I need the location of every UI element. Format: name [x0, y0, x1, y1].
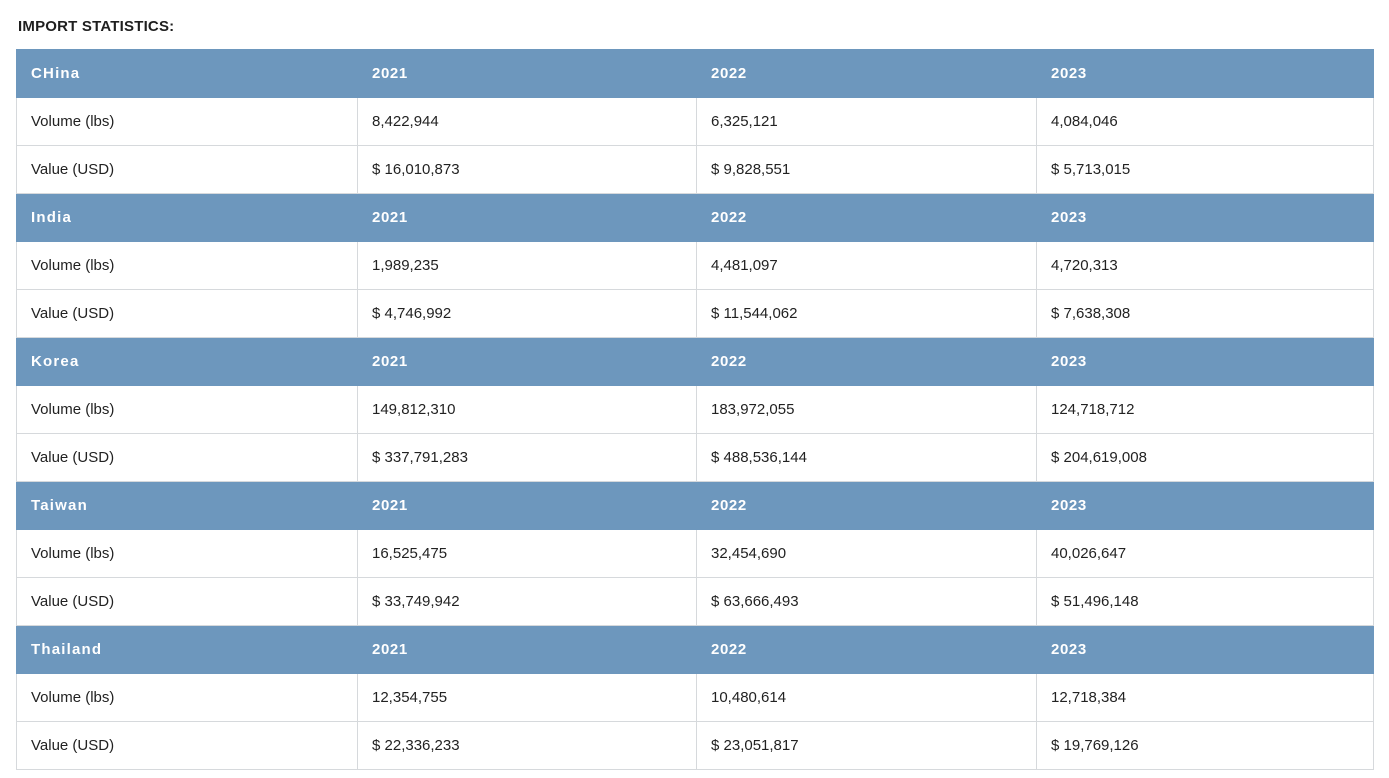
- cell-value: $ 63,666,493: [697, 578, 1037, 626]
- table-row: [17, 578, 1374, 626]
- cell-value: $ 488,536,144: [697, 434, 1037, 482]
- cell-value: $ 19,769,126: [1037, 722, 1374, 770]
- cell-volume: 124,718,712: [1037, 386, 1374, 434]
- table-row: [17, 434, 1374, 482]
- row-label-volume: Volume (lbs): [17, 674, 358, 722]
- table-group-header-row: [17, 482, 1374, 530]
- cell-volume: 12,354,755: [358, 674, 697, 722]
- cell-value: $ 337,791,283: [358, 434, 697, 482]
- table-group-header-row: [17, 194, 1374, 242]
- table-row: [17, 290, 1374, 338]
- table-row: [17, 242, 1374, 290]
- cell-value: $ 5,713,015: [1037, 146, 1374, 194]
- cell-value: $ 23,051,817: [697, 722, 1037, 770]
- group-year-label: 2022: [697, 338, 1037, 386]
- group-year-label: 2021: [358, 338, 697, 386]
- row-label-volume: Volume (lbs): [17, 242, 358, 290]
- group-year-label: 2023: [1037, 194, 1374, 242]
- row-label-value: Value (USD): [17, 434, 358, 482]
- group-year-label: 2021: [358, 482, 697, 530]
- page-title: IMPORT STATISTICS:: [18, 18, 175, 35]
- group-year-label: 2022: [697, 626, 1037, 674]
- cell-volume: 1,989,235: [358, 242, 697, 290]
- row-label-value: Value (USD): [17, 146, 358, 194]
- cell-volume: 183,972,055: [697, 386, 1037, 434]
- table-group-header-row: [17, 338, 1374, 386]
- table-row: [17, 386, 1374, 434]
- group-country-label: Thailand: [17, 626, 358, 674]
- table-row: [17, 674, 1374, 722]
- cell-volume: 4,481,097: [697, 242, 1037, 290]
- cell-volume: 12,718,384: [1037, 674, 1374, 722]
- cell-volume: 6,325,121: [697, 98, 1037, 146]
- cell-value: $ 11,544,062: [697, 290, 1037, 338]
- group-year-label: 2023: [1037, 482, 1374, 530]
- row-label-volume: Volume (lbs): [17, 530, 358, 578]
- cell-value: $ 7,638,308: [1037, 290, 1374, 338]
- table-row: [17, 530, 1374, 578]
- cell-volume: 8,422,944: [358, 98, 697, 146]
- cell-volume: 40,026,647: [1037, 530, 1374, 578]
- cell-value: $ 4,746,992: [358, 290, 697, 338]
- group-year-label: 2022: [697, 194, 1037, 242]
- cell-value: $ 51,496,148: [1037, 578, 1374, 626]
- table-row: [17, 98, 1374, 146]
- table-row: [17, 722, 1374, 770]
- cell-value: $ 9,828,551: [697, 146, 1037, 194]
- table-group-header-row: [17, 50, 1374, 98]
- cell-volume: 4,720,313: [1037, 242, 1374, 290]
- row-label-value: Value (USD): [17, 722, 358, 770]
- group-year-label: 2021: [358, 50, 697, 98]
- row-label-value: Value (USD): [17, 578, 358, 626]
- group-year-label: 2023: [1037, 626, 1374, 674]
- group-country-label: India: [17, 194, 358, 242]
- group-country-label: Korea: [17, 338, 358, 386]
- group-country-label: CHina: [17, 50, 358, 98]
- cell-volume: 4,084,046: [1037, 98, 1374, 146]
- cell-value: $ 33,749,942: [358, 578, 697, 626]
- group-year-label: 2021: [358, 626, 697, 674]
- group-year-label: 2023: [1037, 50, 1374, 98]
- group-year-label: 2021: [358, 194, 697, 242]
- cell-volume: 149,812,310: [358, 386, 697, 434]
- table-group-header-row: [17, 626, 1374, 674]
- row-label-volume: Volume (lbs): [17, 98, 358, 146]
- cell-volume: 16,525,475: [358, 530, 697, 578]
- table-row: [17, 146, 1374, 194]
- row-label-volume: Volume (lbs): [17, 386, 358, 434]
- cell-volume: 10,480,614: [697, 674, 1037, 722]
- cell-value: $ 204,619,008: [1037, 434, 1374, 482]
- group-year-label: 2022: [697, 50, 1037, 98]
- group-year-label: 2023: [1037, 338, 1374, 386]
- group-country-label: Taiwan: [17, 482, 358, 530]
- row-label-value: Value (USD): [17, 290, 358, 338]
- import-statistics-table: [16, 49, 1374, 770]
- group-year-label: 2022: [697, 482, 1037, 530]
- cell-value: $ 22,336,233: [358, 722, 697, 770]
- cell-value: $ 16,010,873: [358, 146, 697, 194]
- cell-volume: 32,454,690: [697, 530, 1037, 578]
